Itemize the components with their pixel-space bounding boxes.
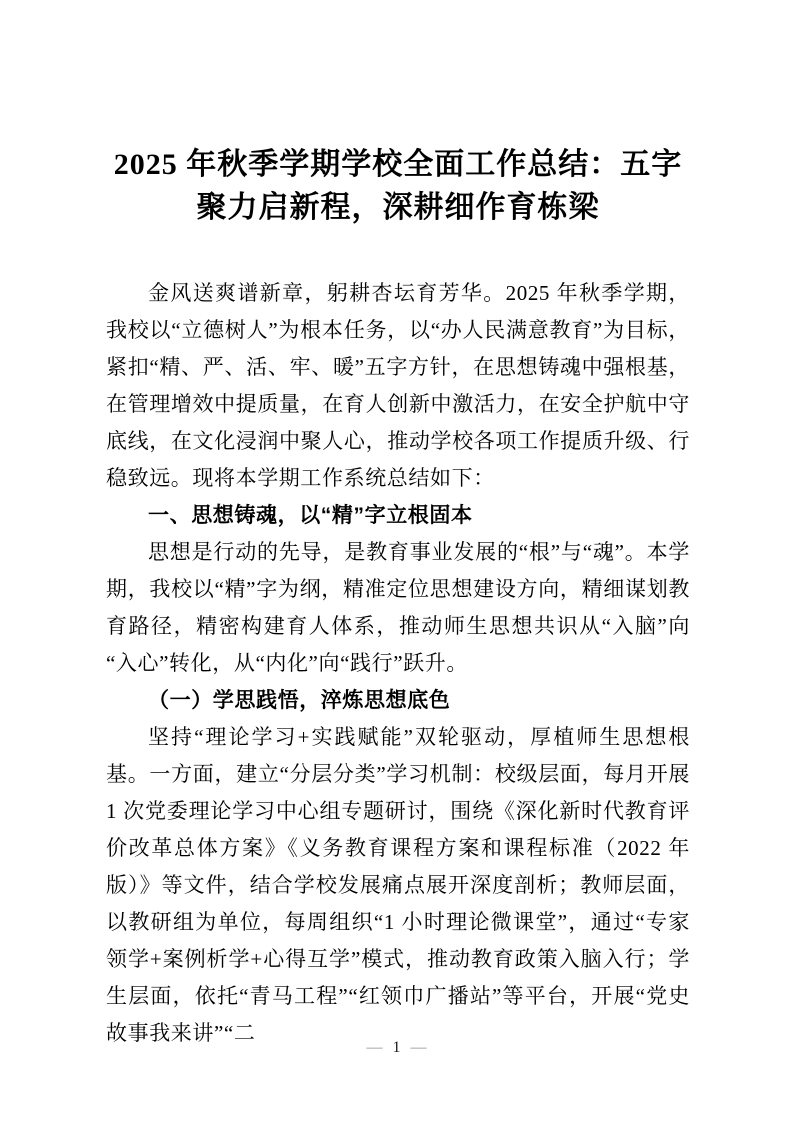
- subsection-1-1-body: 坚持“理论学习+实践赋能”双轮驱动，厚植师生思想根基。一方面，建立“分层分类”学习机制：校级层面，每月开展 1 次党委理论学习中心组专题研讨，围绕《深化新时代教育评价改革总体方案》《义务教育课程方案和课程标准（2022 年版）》等文件，结合学校发展痛点展开深度剖析；教师层面，以教研组为单位，每周组织“1 小时理论微课堂”，通过“专家领学+案例析学+心得互学”模式，推动教育政策入脑入行；学生层面，依托“青马工程”“红领巾广播站”等平台，开展“党史故事我来讲”“二: [106, 725, 690, 1045]
- intro-paragraph: 金风送爽谱新章，躬耕杏坛育芳华。2025 年秋季学期，我校以“立德树人”为根本任务，以“办人民满意教育”为目标，紧扣“精、严、活、牢、暖”五字方针，在思想铸魂中强根基，在管理增效中提质量，在育人创新中激活力，在安全护航中守底线，在文化浸润中聚人心，推动学校各项工作提质升级、行稳致远。现将本学期工作系统总结如下：: [106, 281, 690, 490]
- document-title: [106, 143, 690, 229]
- section-1-lead-paragraph: 思想是行动的先导，是教育事业发展的“根”与“魂”。本学期，我校以“精”字为纲，精准定位思想建设方向，精细谋划教育路径，精密构建育人体系，推动师生思想共识从“入脑”向“入心”转化，从“内化”向“践行”跃升。: [106, 540, 690, 675]
- document-title-line-1: 2025 年秋季学期学校全面工作总结：五字: [113, 148, 683, 181]
- page-number-dash-left: —: [366, 1039, 383, 1056]
- document-title-line-2: 聚力启新程，深耕细作育栋梁: [196, 191, 600, 224]
- page-number-dash-right: —: [410, 1039, 427, 1056]
- page-number: 1: [392, 1039, 401, 1056]
- page-footer: [0, 1036, 793, 1060]
- document-content: [106, 143, 690, 1052]
- subsection-1-1-heading: （一）学思践悟，淬炼思想底色: [148, 688, 451, 712]
- section-1-heading: 一、思想铸魂，以“精”字立根固本: [148, 504, 473, 527]
